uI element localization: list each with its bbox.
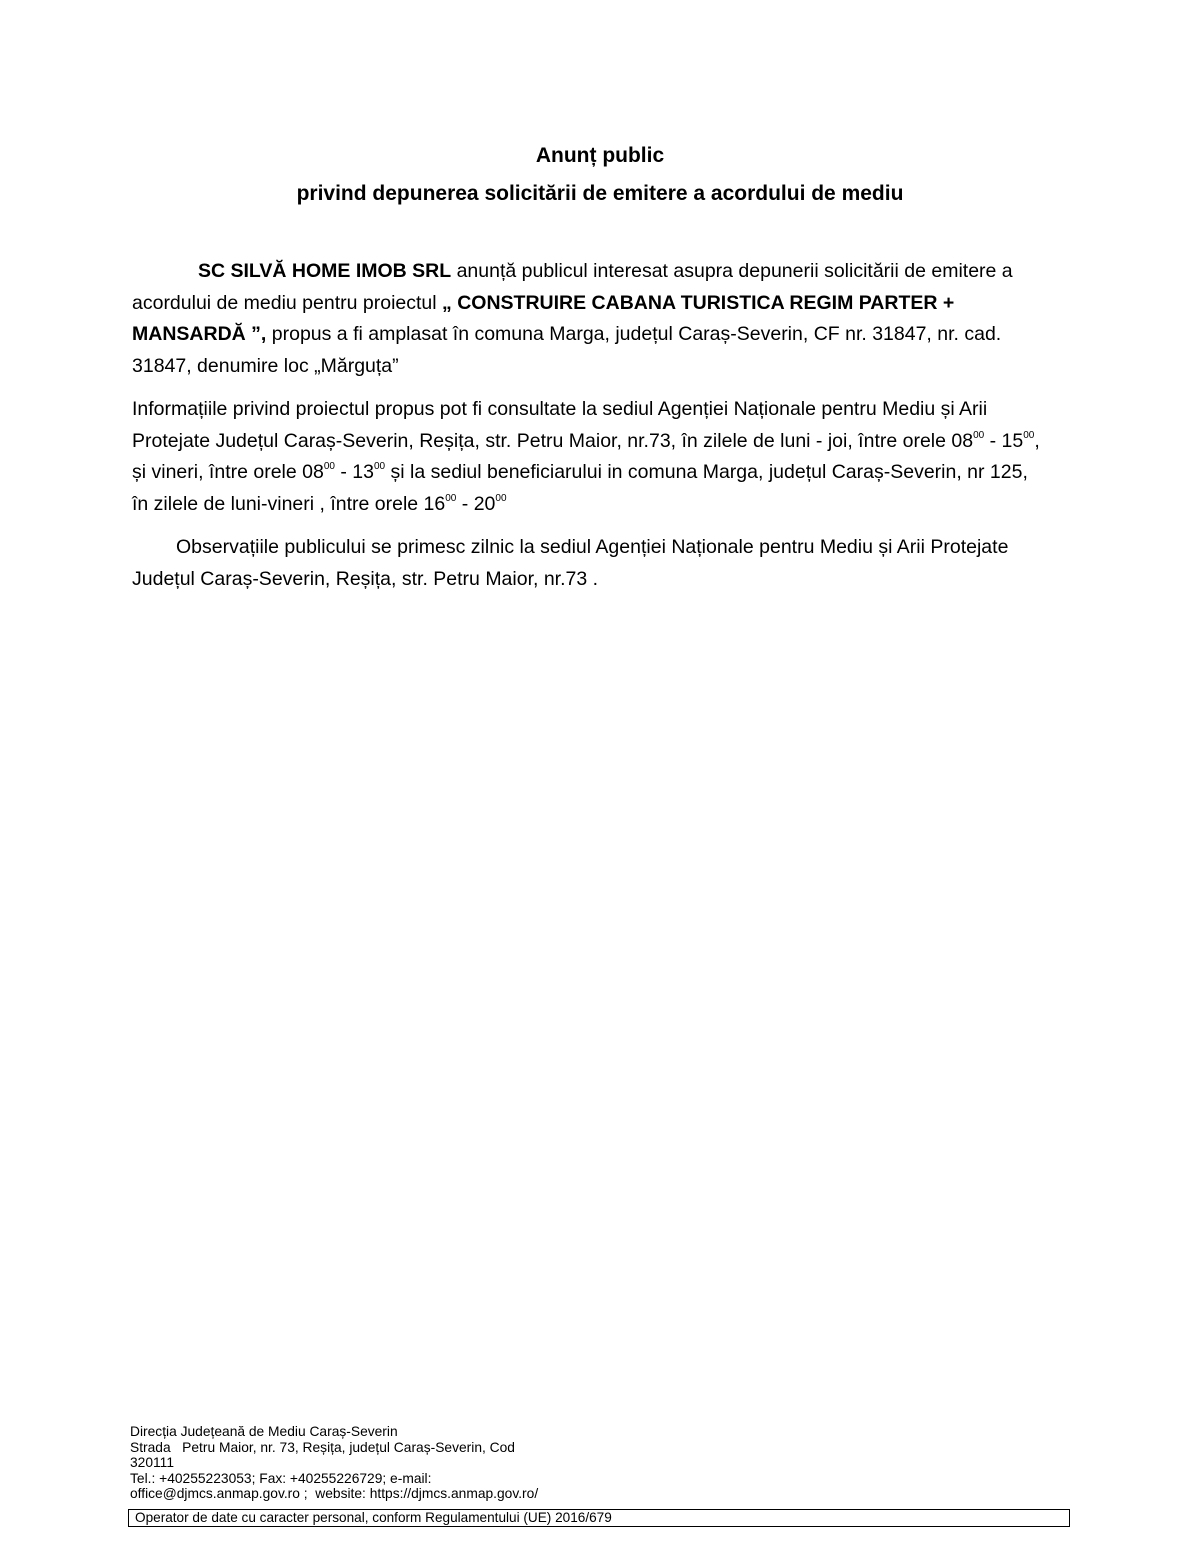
footer-phone-fax: Tel.: +40255223053; Fax: +40255226729; e-mail:: [130, 1470, 432, 1486]
paragraph-text: și la sediul beneficiarului in comuna Marga, județul Caraș-Severin, nr 125, în zilele de luni-vineri , între orele 16: [132, 461, 1028, 515]
project-name: „ CONSTRUIRE CABANA TURISTICA REGIM PARTER + MANSARDĂ ”,: [132, 291, 955, 345]
announcement-subtitle: privind depunerea solicitării de emitere a acordului de mediu: [296, 182, 904, 205]
hour-superscript: 00: [973, 429, 985, 441]
footer-contact-block: [130, 1424, 600, 1502]
footer-email-website: office@djmcs.anmap.gov.ro ; website: https://djmcs.anmap.gov.ro/: [130, 1486, 539, 1501]
hour-superscript: 00: [374, 461, 386, 472]
paragraph-text: - 20: [456, 492, 496, 515]
company-name: SC SILVĂ HOME IMOB SRL: [198, 260, 452, 282]
announcement-paragraph-applicant: [132, 256, 1047, 382]
paragraph-text: propus a fi amplasat în comuna Marga, județul Caraș-Severin, CF nr. 31847, nr. cad. 31847, denumire loc „Mărguța”: [132, 323, 1002, 377]
hour-superscript: 00: [1023, 429, 1035, 441]
announcement-paragraph-observations: Observațiile publicului se primesc zilnic la sediul Agenției Naționale pentru Mediu și Arii Protejate Județul Caraș-Severin, Reșița, str. Petru Maior, nr.73 .: [132, 536, 1009, 590]
paragraph-text: - 13: [334, 461, 374, 483]
paragraph-text: - 15: [984, 429, 1024, 452]
hour-superscript: 00: [445, 492, 457, 504]
hour-superscript: 00: [323, 461, 335, 472]
hour-superscript: 00: [495, 492, 507, 504]
paragraph-text: anunță publicul interesat asupra depunerii solicitării de emitere a acordului de mediu pentru proiectul: [132, 260, 1013, 314]
paragraph-text: Informațiile privind proiectul propus pot fi consultate la sediul Agenției Naționale pentru Mediu și Arii Protejate Județul Caraș-Severin, Reșița, str. Petru Maior, nr.73, în zilele de luni - joi, între orele 08: [132, 398, 988, 452]
footer-address: Strada Petru Maior, nr. 73, Reșița, județul Caraș-Severin, Cod: [130, 1439, 515, 1455]
data-operator-notice: Operator de date cu caracter personal, conform Regulamentului (UE) 2016/679: [128, 1509, 1070, 1527]
footer-postal-code: 320111: [130, 1455, 174, 1470]
announcement-paragraph-consultation: [132, 394, 1047, 520]
paragraph-text: , și vineri, între orele 08: [132, 429, 1040, 483]
footer-institution: Direcția Județeană de Mediu Caraș-Severin: [130, 1424, 398, 1439]
announcement-title: Anunț public: [535, 144, 665, 167]
